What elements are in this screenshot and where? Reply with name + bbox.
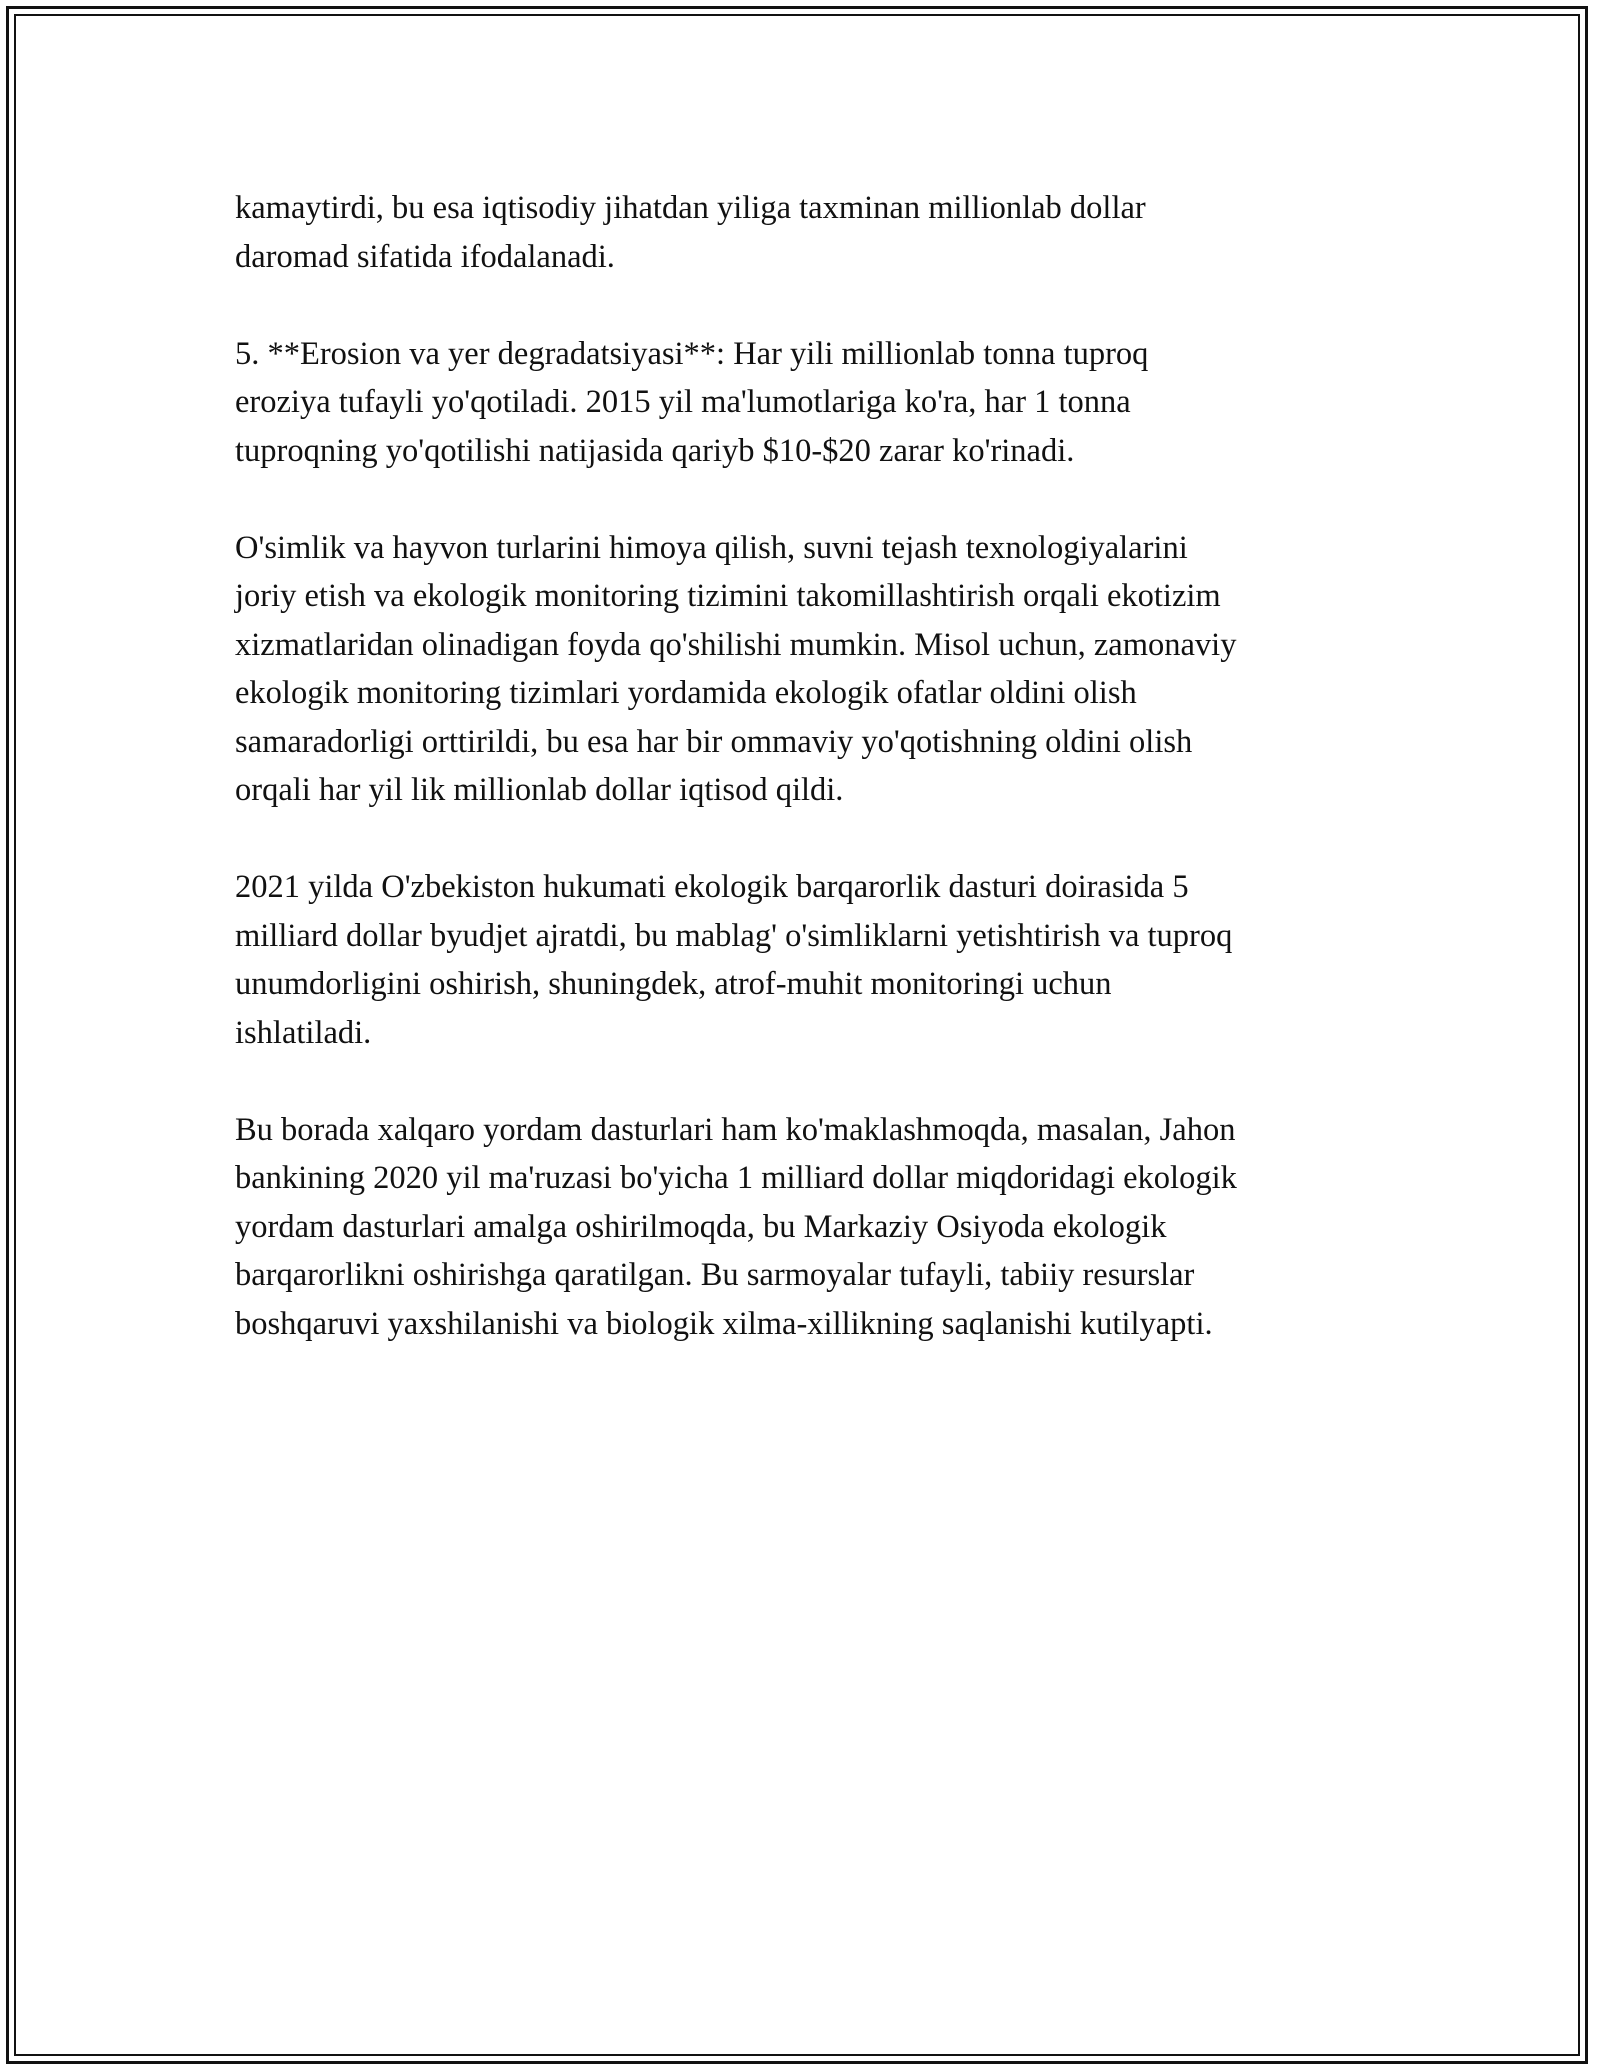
text-line: daromad sifatida ifodalanadi. [235,238,615,275]
text-line: samaradorligi orttirildi, bu esa har bir ommaviy yo'qotishning oldini olish [235,723,1193,760]
text-line: orqali har yil lik millionlab dollar iqtisod qildi. [235,772,844,808]
text-line: tuproqning yo'qotilishi natijasida qariyb $10-$20 zarar ko'rinadi. [235,432,1075,469]
text-line: eroziya tufayli yo'qotiladi. 2015 yil ma'lumotlariga ko'ra, har 1 tonna [235,384,1131,420]
text-line: 5. **Erosion va yer degradatsiyasi**: Har yili millionlab tonna tuproq [235,335,1149,372]
text-line: barqarorlikni oshirishga qaratilgan. Bu sarmoyalar tufayli, tabiiy resurslar [235,1257,1195,1293]
text-line: kamaytirdi, bu esa iqtisodiy jihatdan yiliga taxminan millionlab dollar [235,190,1146,226]
text-line: ishlatiladi. [235,1014,372,1051]
text-line: ekologik monitoring tizimlari yordamida ekologik ofatlar oldini olish [235,675,1137,711]
text-line: milliard dollar byudjet ajratdi, bu mablag' o'simliklarni yetishtirish va tuproq [235,917,1233,954]
text-line: Bu borada xalqaro yordam dasturlari ham ko'maklashmoqda, masalan, Jahon [235,1111,1236,1148]
text-line: 2021 yilda O'zbekiston hukumati ekologik barqarorlik dasturi doirasida 5 [235,869,1189,905]
text-line: unumdorligini oshirish, shuningdek, atrof-muhit monitoringi uchun [235,966,1112,1002]
text-line: joriy etish va ekologik monitoring tizimini takomillashtirish orqali ekotizim [235,578,1221,614]
text-line: yordam dasturlari amalga oshirilmoqda, bu Markaziy Osiyoda ekologik [235,1208,1167,1245]
paragraph-3 [235,524,1395,815]
document-body [235,184,1395,1397]
paragraph-5 [235,1106,1395,1349]
text-line: boshqaruvi yaxshilanishi va biologik xilma-xillikning saqlanishi kutilyapti. [235,1305,1213,1342]
paragraph-2 [235,330,1395,476]
text-line: bankining 2020 yil ma'ruzasi bo'yicha 1 milliard dollar miqdoridagi ekologik [235,1160,1237,1196]
text-line: xizmatlaridan olinadigan foyda qo'shilishi mumkin. Misol uchun, zamonaviy [235,626,1237,663]
paragraph-1 [235,184,1395,281]
text-line: O'simlik va hayvon turlarini himoya qilish, suvni tejash texnologiyalarini [235,529,1188,566]
paragraph-4 [235,863,1395,1057]
